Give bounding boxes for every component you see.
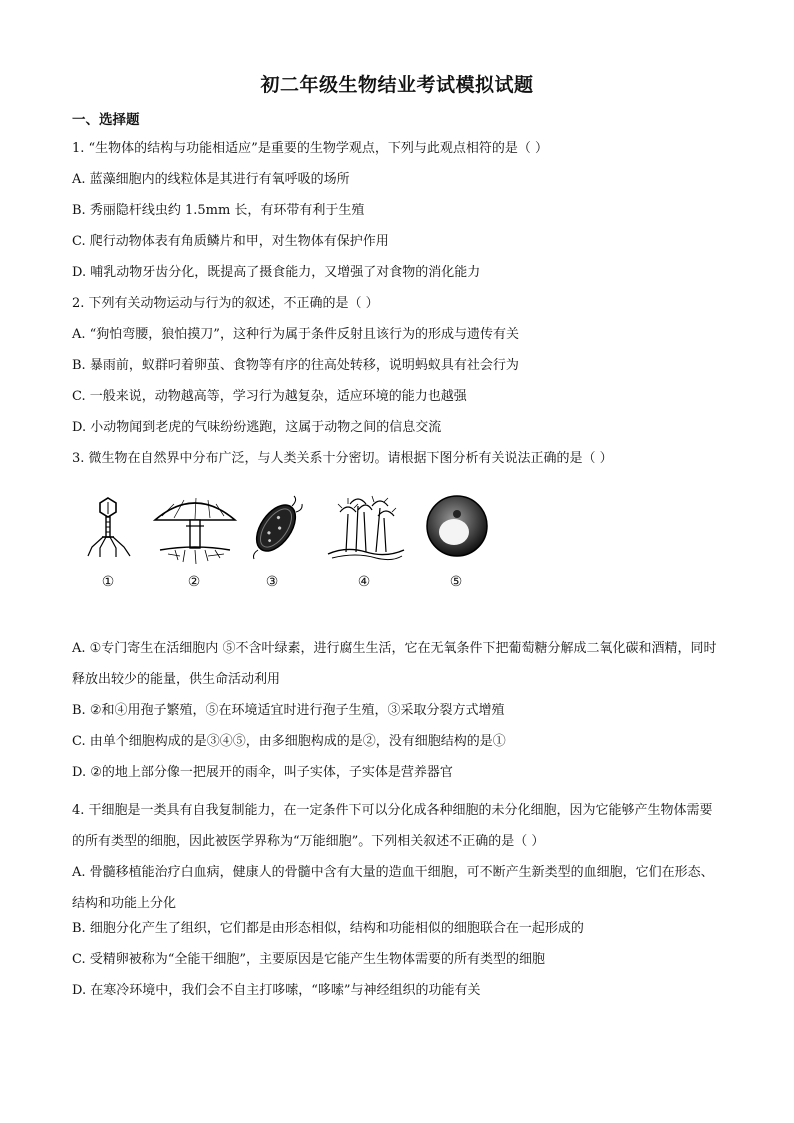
q2-option-b: B. 暴雨前，蚁群叼着卵茧、食物等有序的往高处转移，说明蚂蚁具有社会行为: [72, 358, 519, 373]
q3-option-d: D. ②的地上部分像一把展开的雨伞，叫子实体，子实体是营养器官: [72, 765, 453, 780]
figure-label-5: ⑤: [449, 574, 463, 590]
page-title: 初二年级生物结业考试模拟试题: [260, 74, 534, 96]
q4-option-a: A. 骨髓移植能治疗白血病，健康人的骨髓中含有大量的造血干细胞，可不断产生新类型的血细胞，它们在形态、结构和功能上分化: [72, 865, 714, 911]
bacterium-icon: [246, 492, 306, 566]
q3-stem: 3. 微生物在自然界中分布广泛，与人类关系十分密切。请根据下图分析有关说法正确的是（ ）: [72, 451, 613, 466]
figure-label-1: ①: [101, 574, 115, 590]
q3-option-c: C. 由单个细胞构成的是③④⑤，由多细胞构成的是②，没有细胞结构的是①: [72, 734, 506, 749]
figure-label-3: ③: [265, 574, 279, 590]
q2-option-d: D. 小动物闻到老虎的气味纷纷逃跑，这属于动物之间的信息交流: [72, 420, 442, 435]
q1-option-c: C. 爬行动物体表有角质鳞片和甲，对生物体有保护作用: [72, 234, 389, 249]
q4-option-b: B. 细胞分化产生了组织，它们都是由形态相似，结构和功能相似的细胞联合在一起形成的: [72, 921, 584, 936]
q1-stem: 1. “生物体的结构与功能相适应”是重要的生物学观点，下列与此观点相符的是（ ）: [72, 141, 548, 156]
q4-stem: 4. 干细胞是一类具有自我复制能力，在一定条件下可以分化成各种细胞的未分化细胞，因为它能够产生物体需要的所有类型的细胞，因此被医学界称为“万能细胞”。下列相关叙述不正确的是（ ）: [72, 803, 713, 849]
figure-label-4: ④: [357, 574, 371, 590]
q4-option-c: C. 受精卵被称为“全能干细胞”，主要原因是它能产生生物体需要的所有类型的细胞: [72, 952, 546, 967]
q1-option-d: D. 哺乳动物牙齿分化，既提高了摄食能力，又增强了对食物的消化能力: [72, 265, 481, 280]
mushroom-icon: [150, 492, 240, 571]
q3-option-a: A. ①专门寄生在活细胞内 ⑤不含叶绿素，进行腐生生活，它在无氧条件下把葡萄糖分解成二氧化碳和酒精，同时释放出较少的能量，供生命活动利用: [72, 641, 717, 687]
yeast-icon: [424, 492, 490, 568]
q1-option-a: A. 蓝藻细胞内的线粒体是其进行有氧呼吸的场所: [72, 172, 350, 187]
q2-option-a: A. “狗怕弯腰，狼怕摸刀”，这种行为属于条件反射且该行为的形成与遗传有关: [72, 327, 519, 342]
q1-option-b: B. 秀丽隐杆线虫约 1.5mm 长，有环带有利于生殖: [72, 203, 365, 218]
bacteriophage-icon: [78, 492, 138, 566]
microorganism-figure: [78, 492, 498, 592]
q4-option-d: D. 在寒冷环境中，我们会不自主打哆嗦，“哆嗦”与神经组织的功能有关: [72, 983, 481, 998]
section-heading: 一、选择题: [72, 112, 140, 128]
figure-label-2: ②: [187, 574, 201, 590]
q3-option-b: B. ②和④用孢子繁殖，⑤在环境适宜时进行孢子生殖，③采取分裂方式增殖: [72, 703, 505, 718]
mold-icon: [326, 492, 406, 568]
q2-option-c: C. 一般来说，动物越高等，学习行为越复杂，适应环境的能力也越强: [72, 389, 467, 404]
q2-stem: 2. 下列有关动物运动与行为的叙述，不正确的是（ ）: [72, 296, 379, 311]
